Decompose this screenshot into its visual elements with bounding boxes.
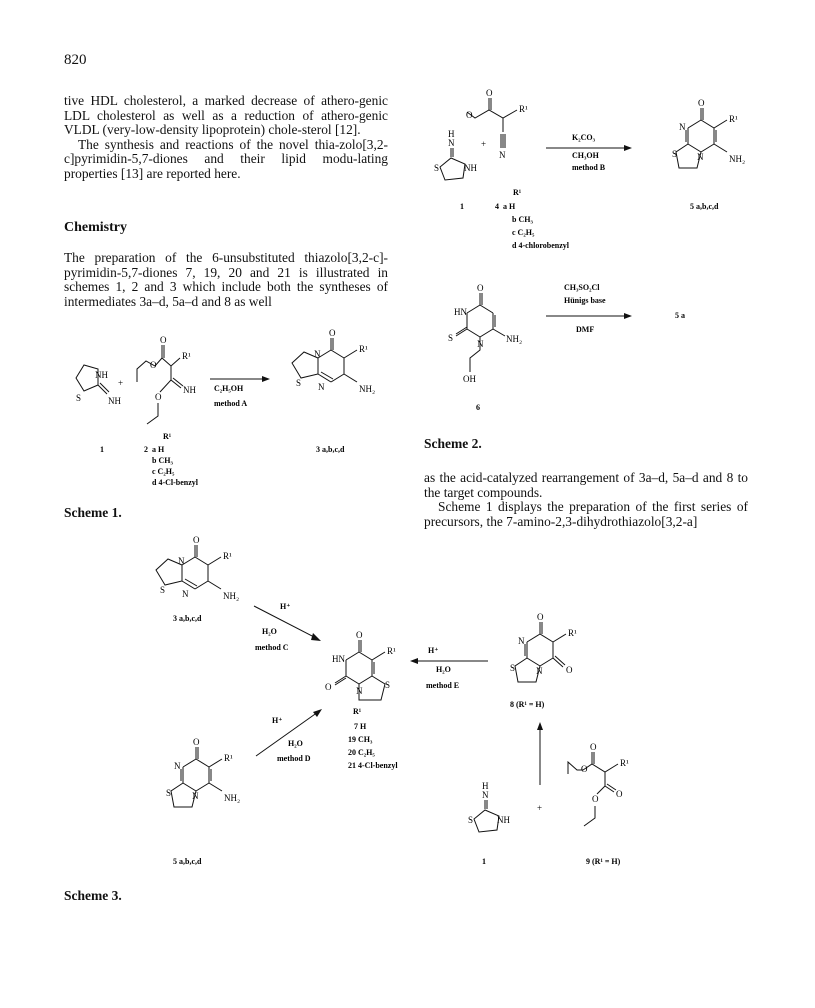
scheme3-label-cpd5: 5 a,b,c,d [173,857,202,866]
scheme3-arrow-d [256,712,318,756]
svg-text:R¹: R¹ [223,551,232,561]
scheme2-reagent-hunig: Hünigs base [564,296,606,305]
scheme3-r-7: 7 H [354,722,367,731]
svg-text:NH: NH [497,815,510,825]
svg-text:NH: NH [183,385,196,395]
svg-text:O: O [698,98,705,108]
svg-text:S: S [160,585,166,595]
scheme2-reagent-dmf: DMF [576,325,595,334]
scheme1-r-d: d 4-Cl-benzyl [152,478,198,487]
svg-text:H: H [482,781,489,791]
scheme3-acid-c: H⁺ [280,602,291,611]
scheme3-plus: + [537,803,543,813]
svg-text:HN: HN [454,307,467,317]
svg-text:N: N [499,150,506,160]
svg-text:N: N [314,349,321,359]
svg-text:N: N [182,589,189,599]
svg-text:N: N [174,761,181,771]
svg-text:S: S [385,680,391,690]
svg-text:O: O [325,682,332,692]
scheme1-label-cpd1: 1 [100,445,104,454]
svg-text:NH₂: NH₂ [729,154,746,164]
svg-text:S: S [510,663,516,673]
scheme1-r-b: b CH₃ [152,456,173,465]
paragraph-preparation: The preparation of the 6-unsubstituted thiazolo[3,2-c]-pyrimidin-5,7-diones 7, 19, 20 and 21 is illustrated in schemes 1, 2 and 3 which include both the syntheses of intermediates 3a–d, 5a–d and 8 as well [64,250,388,309]
svg-text:NH: NH [464,163,477,173]
scheme3-acid-e: H⁺ [428,646,439,655]
svg-text:S: S [468,815,474,825]
scheme3-compound-3-structure [156,535,239,601]
section-heading-chemistry: Chemistry [64,220,127,235]
svg-text:R¹: R¹ [359,344,368,354]
svg-text:N: N [518,636,525,646]
svg-text:O: O [193,535,200,545]
scheme3-compound-9-structure [568,742,629,826]
scheme2-r-b: b CH₃ [512,215,533,224]
svg-text:O: O [477,283,484,293]
svg-text:O: O [592,794,599,804]
paragraph-hdl: tive HDL cholesterol, a marked decrease of athero-genic LDL cholesterol as well as a reduction of athero-genic VLDL (very-low-density lipoprotein) chole-sterol [12]. [64,93,388,138]
svg-text:N: N [482,790,489,800]
scheme3-water-e: H₂O [436,665,451,674]
svg-text:NH₂: NH₂ [224,793,241,803]
scheme2-r-d: d 4-chlorobenzyl [512,241,569,250]
scheme3-label-cpd9: 9 (R¹ = H) [586,857,621,866]
scheme2-reagent-k2co3: K₂CO₃ [572,133,596,142]
svg-text:S: S [296,378,302,388]
svg-text:NH: NH [108,396,121,406]
svg-text:N: N [536,666,543,676]
scheme2-plus: + [481,139,487,149]
svg-text:O: O [537,612,544,622]
svg-text:N: N [178,556,185,566]
scheme2-label-cpd5: 5 a,b,c,d [690,202,719,211]
svg-text:O: O [466,110,473,120]
svg-text:N: N [697,152,704,162]
scheme3-r-header: R¹ [353,707,362,716]
scheme2-r-a: a H [503,202,516,211]
scheme1-label-cpd3: 3 a,b,c,d [316,445,345,454]
scheme3-compound-5-structure [166,737,240,807]
scheme3-water-c: H₂O [262,627,277,636]
svg-text:O: O [155,392,162,402]
svg-text:N: N [318,382,325,392]
scheme3-water-d: H₂O [288,739,303,748]
scheme1-label-cpd2: 2 [144,445,148,454]
svg-text:S: S [166,788,172,798]
svg-text:H: H [448,129,455,139]
svg-text:NH: NH [95,370,108,380]
svg-text:O: O [193,737,200,747]
svg-text:O: O [616,789,623,799]
scheme2-label-cpd5a: 5 a [675,311,685,320]
scheme1-r-c: c C₂H₅ [152,467,175,476]
scheme3-compound-1-structure [468,781,510,832]
scheme3-r-21: 21 4-Cl-benzyl [348,761,398,770]
svg-text:R¹: R¹ [387,646,396,656]
svg-text:O: O [160,335,167,345]
scheme3-label-cpd3: 3 a,b,c,d [173,614,202,623]
svg-text:N: N [448,138,455,148]
scheme2-reagent-mesyl: CH₃SO₂Cl [564,283,600,292]
scheme3-label-cpd8: 8 (R¹ = H) [510,700,545,709]
scheme1-method: method A [214,399,248,408]
svg-text:O: O [486,88,493,98]
scheme3-acid-d: H⁺ [272,716,283,725]
svg-text:OH: OH [463,374,476,384]
scheme2-label-cpd1: 1 [460,202,464,211]
scheme3-method-c: method C [255,643,289,652]
svg-text:N: N [679,122,686,132]
svg-text:R¹: R¹ [568,628,577,638]
scheme2-r-c: c C₂H₅ [512,228,535,237]
scheme1-r-a: a H [152,445,165,454]
scheme2-caption: Scheme 2. [424,436,482,451]
svg-text:N: N [356,686,363,696]
scheme1-plus: + [118,378,124,388]
svg-text:R¹: R¹ [224,753,233,763]
svg-text:HN: HN [332,654,345,664]
scheme1-caption: Scheme 1. [64,505,122,520]
svg-text:N: N [477,339,484,349]
scheme2-reagent-ch3oh: CH₃OH [572,151,599,160]
svg-text:NH₂: NH₂ [359,384,376,394]
svg-text:S: S [448,333,454,343]
paragraph-rearrangement: as the acid-catalyzed rearrangement of 3a–d, 5a–d and 8 to the target compounds. [424,470,748,500]
svg-text:O: O [590,742,597,752]
svg-text:S: S [672,149,678,159]
svg-text:O: O [150,360,157,370]
scheme1-reagent: C₂H₅OH [214,384,244,393]
svg-text:S: S [76,393,82,403]
svg-text:O: O [581,764,588,774]
scheme2-label-cpd6: 6 [476,403,480,412]
svg-text:R¹: R¹ [182,351,191,361]
scheme3-target-structure [325,630,396,700]
svg-text:R¹: R¹ [729,114,738,124]
scheme2-r-header: R¹ [513,188,522,197]
svg-text:O: O [356,630,363,640]
paragraph-scheme1-description: Scheme 1 displays the preparation of the first series of precursors, the 7-amino-2,3-dihydrothiazolo[3,2-a] [424,499,748,529]
svg-text:N: N [192,791,199,801]
svg-text:O: O [329,328,336,338]
scheme2-method-b: method B [572,163,606,172]
scheme1-r-header: R¹ [163,432,172,441]
page-number: 820 [64,52,87,68]
svg-text:S: S [434,163,440,173]
svg-text:NH₂: NH₂ [223,591,240,601]
scheme3-label-cpd1: 1 [482,857,486,866]
scheme3-compound-8-structure [510,612,577,682]
svg-text:NH₂: NH₂ [506,334,523,344]
scheme2-label-cpd4: 4 [495,202,499,211]
scheme3-method-e: method E [426,681,460,690]
svg-text:R¹: R¹ [620,758,629,768]
svg-text:O: O [566,665,573,675]
svg-text:R¹: R¹ [519,104,528,114]
paragraph-synthesis: The synthesis and reactions of the novel thia-zolo[3,2-c]pyrimidin-5,7-diones and their lipid modu-lating properties [13] are reported here. [64,136,388,181]
scheme3-r-20: 20 C₂H₅ [348,748,375,757]
scheme3-method-d: method D [277,754,311,763]
scheme3-r-19: 19 CH₃ [348,735,373,744]
scheme3-caption: Scheme 3. [64,888,122,903]
